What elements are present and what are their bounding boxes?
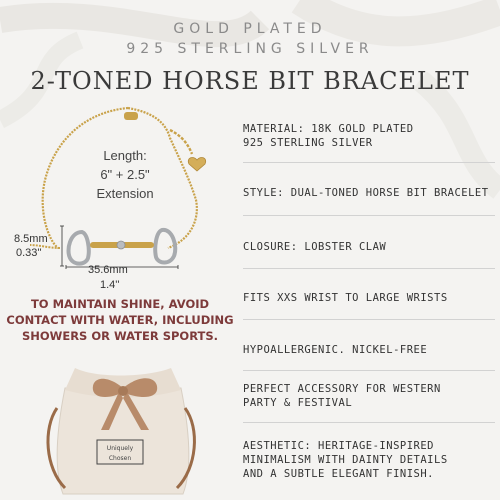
horse-bit-icon xyxy=(30,230,175,264)
spec-style xyxy=(243,186,495,200)
divider xyxy=(243,422,495,423)
spec-line: 925 STERLING SILVER xyxy=(243,137,373,149)
spec-line: CLOSURE: LOBSTER CLAW xyxy=(243,241,387,253)
divider xyxy=(243,370,495,371)
width-mm-label: 35.6mm xyxy=(88,264,128,276)
length-label-line: Extension xyxy=(96,186,154,201)
spec-fit xyxy=(243,291,495,305)
brand-logo-line: Chosen xyxy=(108,455,132,462)
length-label xyxy=(85,146,165,203)
spec-occasion xyxy=(243,382,495,410)
height-in-label: 0.33'' xyxy=(16,247,42,259)
divider xyxy=(243,162,495,163)
gift-pouch-image xyxy=(35,348,205,498)
divider xyxy=(243,268,495,269)
care-warning-line: SHOWERS OR WATER SPORTS. xyxy=(21,329,219,343)
care-warning-line: TO MAINTAIN SHINE, AVOID xyxy=(30,297,210,311)
width-in-label: 1.4'' xyxy=(100,279,120,291)
product-title: 2-TONED HORSE BIT BRACELET xyxy=(30,67,470,95)
spec-line: HYPOALLERGENIC. NICKEL-FREE xyxy=(243,344,428,356)
spec-closure xyxy=(243,240,495,254)
divider xyxy=(243,215,495,216)
heart-charm-icon xyxy=(188,157,205,171)
spec-line: AND A SUBTLE ELEGANT FINISH. xyxy=(243,468,435,480)
header-gold-plated: GOLD PLATED xyxy=(173,21,327,37)
length-label-line: 6" + 2.5" xyxy=(100,167,150,182)
spec-material xyxy=(243,122,495,150)
lobster-clasp-icon xyxy=(124,112,138,120)
spec-aesthetic xyxy=(243,439,495,481)
spec-line: STYLE: DUAL-TONED HORSE BIT BRACELET xyxy=(243,187,489,199)
care-warning xyxy=(5,296,235,344)
header-sterling-silver: 925 STERLING SILVER xyxy=(126,41,374,57)
spec-line: MINIMALISM WITH DAINTY DETAILS xyxy=(243,454,448,466)
care-warning-line: CONTACT WITH WATER, INCLUDING xyxy=(6,313,234,327)
spec-line: AESTHETIC: HERITAGE-INSPIRED xyxy=(243,440,435,452)
spec-line: MATERIAL: 18K GOLD PLATED xyxy=(243,123,414,135)
spec-hypoallergenic xyxy=(243,343,495,357)
spec-line: PERFECT ACCESSORY FOR WESTERN xyxy=(243,383,441,395)
spec-line: FITS XXS WRIST TO LARGE WRISTS xyxy=(243,292,448,304)
brand-logo-line: Uniquely xyxy=(106,445,134,452)
spec-line: PARTY & FESTIVAL xyxy=(243,397,353,409)
divider xyxy=(243,319,495,320)
length-label-line: Length: xyxy=(103,148,147,163)
height-mm-label: 8.5mm xyxy=(14,233,48,245)
